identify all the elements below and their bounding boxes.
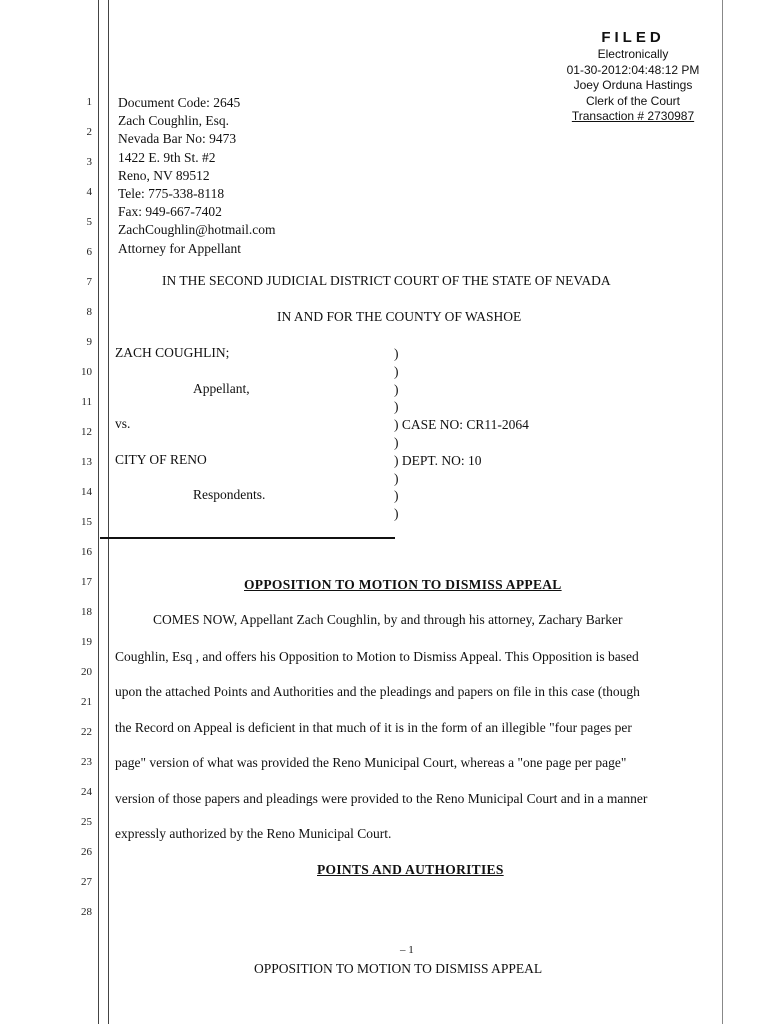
footer-title: OPPOSITION TO MOTION TO DISMISS APPEAL <box>254 961 543 976</box>
line-number: 14 <box>81 486 92 498</box>
line-number: 25 <box>81 816 92 828</box>
right-margin-rule <box>722 0 723 1024</box>
attorney-name: Zach Coughlin, Esq. <box>118 113 229 129</box>
section-heading: POINTS AND AUTHORITIES <box>317 862 504 877</box>
line-number: 2 <box>86 126 92 138</box>
line-number: 24 <box>81 786 92 798</box>
attorney-header <box>118 94 276 258</box>
respondent-name: CITY OF RENO <box>115 452 207 467</box>
line-number: 18 <box>81 606 92 618</box>
caption-paren: ) <box>394 346 399 361</box>
line-number: 4 <box>86 186 92 198</box>
line-number: 21 <box>81 696 92 708</box>
caption-paren: ) <box>394 470 399 486</box>
left-margin-rule <box>98 0 99 1024</box>
caption-paren: ) <box>394 434 399 450</box>
caption-divider <box>100 537 395 539</box>
city-address: Reno, NV 89512 <box>118 167 210 183</box>
body-line: COMES NOW, Appellant Zach Coughlin, by and through his attorney, Zachary Barker <box>153 612 623 627</box>
line-number: 28 <box>81 906 92 918</box>
line-number: 13 <box>81 456 92 468</box>
line-number: 9 <box>86 336 92 348</box>
street-address: 1422 E. 9th St. #2 <box>118 149 216 165</box>
respondent-label: Respondents. <box>193 487 266 502</box>
line-number: 17 <box>81 576 92 588</box>
clerk-title: Clerk of the Court <box>585 93 681 108</box>
versus: vs. <box>115 416 131 431</box>
line-number: 15 <box>81 516 92 528</box>
line-number: 11 <box>81 396 92 408</box>
filed-heading: FILED <box>601 29 665 46</box>
dept-number: ) DEPT. NO: 10 <box>394 452 482 468</box>
caption-paren: ) <box>394 399 399 415</box>
document-title: OPPOSITION TO MOTION TO DISMISS APPEAL <box>244 577 562 592</box>
line-number: 7 <box>86 276 92 288</box>
line-number: 22 <box>81 726 92 738</box>
line-number: 23 <box>81 756 92 768</box>
line-number: 19 <box>81 636 92 648</box>
attorney-role: Attorney for Appellant <box>118 240 241 256</box>
filed-electronic: Electronically <box>597 47 669 61</box>
filed-stamp <box>548 28 718 125</box>
telephone: Tele: 775-338-8118 <box>118 186 225 202</box>
caption-paren: ) <box>394 506 399 522</box>
email: ZachCoughlin@hotmail.com <box>118 222 276 238</box>
caption-parentheses <box>394 345 529 523</box>
line-number: 5 <box>86 216 92 228</box>
line-number: 20 <box>81 666 92 678</box>
clerk-name: Joey Orduna Hastings <box>573 78 693 92</box>
appellant-label: Appellant, <box>193 381 250 396</box>
transaction-number: Transaction # 2730987 <box>571 109 695 123</box>
line-number: 12 <box>81 426 92 438</box>
line-number: 8 <box>86 306 92 318</box>
appellant-name: ZACH COUGHLIN; <box>115 345 230 360</box>
caption-paren: ) <box>394 381 399 397</box>
line-number: 16 <box>81 546 92 558</box>
page-number: – 1 <box>400 944 414 956</box>
case-number: ) CASE NO: CR11-2064 <box>394 417 529 433</box>
caption-paren: ) <box>394 488 399 504</box>
line-number: 26 <box>81 846 92 858</box>
line-number: 10 <box>81 366 92 378</box>
body-line: version of those papers and pleadings were provided to the Reno Municipal Court and in a manner <box>115 791 648 806</box>
document-code: Document Code: 2645 <box>118 95 241 110</box>
court-heading-line2: IN AND FOR THE COUNTY OF WASHOE <box>277 309 522 324</box>
body-line: the Record on Appeal is deficient in that much of it is in the form of an illegible "four pages per <box>115 720 632 735</box>
court-heading-line1: IN THE SECOND JUDICIAL DISTRICT COURT OF THE STATE OF NEVADA <box>162 273 611 288</box>
body-line: expressly authorized by the Reno Municipal Court. <box>115 826 392 841</box>
line-number: 6 <box>86 246 92 258</box>
line-number: 3 <box>86 156 92 168</box>
body-line: upon the attached Points and Authorities and the pleadings and papers on file in this case (though <box>115 684 640 699</box>
line-number: 1 <box>86 96 92 108</box>
body-line: Coughlin, Esq , and offers his Opposition to Motion to Dismiss Appeal. This Opposition is based <box>115 649 639 664</box>
bar-number: Nevada Bar No: 9473 <box>118 131 237 147</box>
fax: Fax: 949-667-7402 <box>118 204 222 220</box>
line-number: 27 <box>81 876 92 888</box>
filed-timestamp: 01-30-2012:04:48:12 PM <box>566 62 700 77</box>
caption-paren: ) <box>394 363 399 379</box>
body-line: page" version of what was provided the Reno Municipal Court, whereas a "one page per page" <box>115 755 627 770</box>
left-margin-rule-inner <box>108 0 109 1024</box>
